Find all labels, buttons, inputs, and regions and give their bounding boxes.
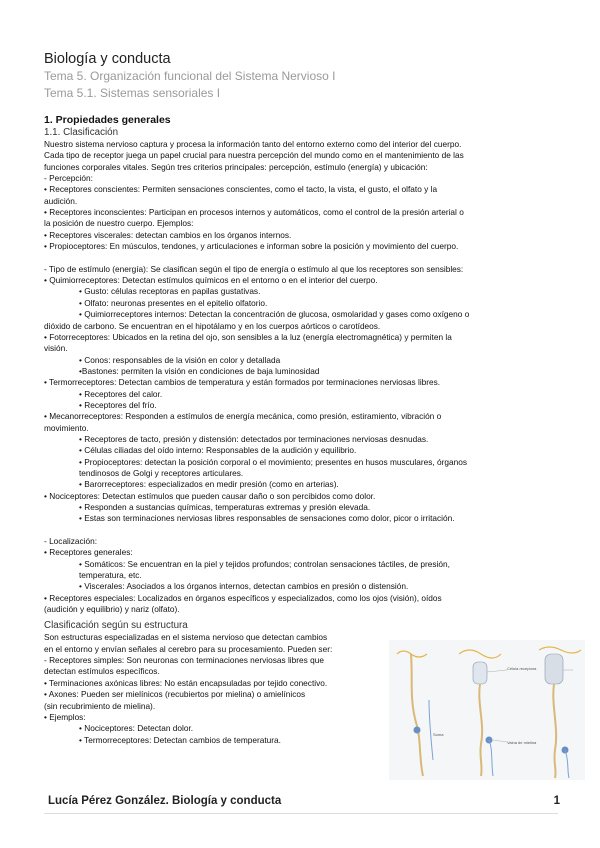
text-line: • Axones: Pueden ser mielínicos (recubiertos por mielina) o amielínicos bbox=[44, 689, 306, 700]
text-line: • Quimiorreceptores: Detectan estímulos químicos en el entorno o en el interior del cuerpo. bbox=[44, 275, 378, 286]
text-line: - Tipo de estímulo (energía): Se clasifican según el tipo de energía o estímulo al que los receptores son sensibles: bbox=[44, 263, 464, 274]
footer-divider bbox=[44, 813, 558, 814]
text-line: - Receptores simples: Son neuronas con terminaciones nerviosas libres que bbox=[44, 655, 324, 666]
sub-item: • Nociceptores: Detectan dolor. bbox=[79, 723, 194, 734]
intro-line: Nuestro sistema nervioso captura y procesa la información tanto del entorno externo como del interior del cuerpo. bbox=[44, 139, 462, 149]
page-number: 1 bbox=[553, 795, 560, 807]
spacer bbox=[44, 252, 556, 263]
subtopic-title: Tema 5.1. Sistemas sensoriales I bbox=[44, 86, 221, 100]
footer-author: Lucía Pérez González. Biología y conducta bbox=[48, 795, 282, 807]
sub-item: • Somáticos: Se encuentran en la piel y tejidos profundos; controlan sensaciones táctiles, de presión, bbox=[79, 558, 450, 569]
sub-item: • Receptores del frío. bbox=[79, 399, 157, 410]
spacer bbox=[44, 525, 556, 536]
subsection-heading: 1.1. Clasificación bbox=[44, 127, 119, 138]
document-header bbox=[44, 50, 564, 102]
text-line: la posición de nuestro cuerpo. Ejemplos: bbox=[44, 218, 194, 229]
text-line: audición. bbox=[44, 195, 78, 206]
sub-item: temperatura, etc. bbox=[79, 570, 142, 581]
topic-title: Tema 5. Organización funcional del Sistema Nervioso I bbox=[44, 69, 336, 83]
text-line: visión. bbox=[44, 343, 68, 354]
sub-item: • Barorreceptores: especializados en medir presión (como en arterias). bbox=[79, 479, 339, 490]
sub-item: • Receptores de tacto, presión y distensión: detectados por terminaciones nerviosas desnudas. bbox=[79, 433, 429, 444]
structure-block bbox=[44, 632, 392, 745]
sub-item: •Bastones: permiten la visión en condiciones de baja luminosidad bbox=[79, 365, 320, 376]
text-line: • Mecanorreceptores: Responden a estímulos de energía mecánica, como presión, estiramiento, vibración o bbox=[44, 411, 442, 422]
text-line: • Receptores viscerales: detectan cambios en los órganos internos. bbox=[44, 229, 292, 240]
intro-line: Cada tipo de receptor juega un papel crucial para nuestra percepción del mundo como en el mantenimiento de las bbox=[44, 150, 464, 161]
sub-item: • Conos: responsables de la visión en color y detallada bbox=[79, 354, 281, 365]
page-footer bbox=[48, 795, 560, 807]
sub-item: tendinosos de Golgi y receptores articulares. bbox=[79, 467, 244, 478]
receptor-diagram bbox=[389, 640, 585, 780]
sub-item: • Propioceptores: detectan la posición corporal o el movimiento; presentes en husos musculares, órganos bbox=[79, 456, 467, 467]
sub-item: • Olfato: neuronas presentes en el epitelio olfatorio. bbox=[79, 297, 268, 308]
sub-item: • Gusto: células receptoras en papilas gustativas. bbox=[79, 286, 261, 297]
text-line: • Ejemplos: bbox=[44, 711, 86, 722]
figure-label: Vaina de mielina bbox=[507, 740, 537, 745]
sub-item: • Receptores del calor. bbox=[79, 388, 163, 399]
text-line: • Nociceptores: Detectan estímulos que pueden causar daño o son percibidos como dolor. bbox=[44, 490, 376, 501]
sub-item: • Estas son terminaciones nerviosas libres responsables de sensaciones como dolor, picor o irritación. bbox=[79, 513, 455, 524]
text-line: - Percepción: bbox=[44, 173, 93, 184]
sub-item: • Quimiorreceptores internos: Detectan la concentración de glucosa, osmolaridad y gases como oxígeno o bbox=[79, 309, 470, 320]
sub-item: • Termorreceptores: Detectan cambios de temperatura. bbox=[79, 734, 281, 745]
intro-line: funciones corporales vitales. Según tres criterios principales: percepción, estímulo (energía) y ubicación: bbox=[44, 161, 428, 172]
text-line: • Propioceptores: En músculos, tendones, y articulaciones e informan sobre la posición y movimiento del cuerpo. bbox=[44, 241, 459, 252]
document-title: Biología y conducta bbox=[44, 51, 171, 67]
figure-label: Célula receptora bbox=[507, 666, 537, 671]
text-line: • Receptores inconscientes: Participan en procesos internos y automáticos, como el control de la presión arterial o bbox=[44, 207, 464, 218]
text-line: • Termorreceptores: Detectan cambios de temperatura y están formados por terminaciones nerviosas libres. bbox=[44, 377, 441, 388]
text-line: (sin recubrimiento de mielina). bbox=[44, 700, 156, 711]
text-line: (audición y equilibrio) y nariz (olfato). bbox=[44, 604, 180, 615]
text-line: • Fotorreceptores: Ubicados en la retina del ojo, son sensibles a la luz (energía electromagnética) y permiten la bbox=[44, 331, 452, 342]
text-line: detectan estímulos específicos. bbox=[44, 666, 160, 677]
text-line: • Terminaciones axónicas libres: No están encapsuladas por tejido conectivo. bbox=[44, 677, 328, 688]
sub-item: • Células ciliadas del oído interno: Responsables de la audición y equilibrio. bbox=[79, 445, 357, 456]
sub-item: • Responden a sustancias químicas, temperaturas extremas y presión elevada. bbox=[79, 502, 371, 512]
section-heading: 1. Propiedades generales bbox=[44, 114, 171, 126]
text-line: • Receptores conscientes: Permiten sensaciones conscientes, como el tacto, la vista, el gusto, el olfato y la bbox=[44, 184, 438, 195]
figure-label: Soma bbox=[433, 732, 444, 737]
text-line: - Localización: bbox=[44, 536, 98, 547]
sub-item: • Viscerales: Asociados a los órganos internos, detectan cambios en presión o distensión. bbox=[79, 581, 409, 592]
text-line: movimiento. bbox=[44, 422, 89, 433]
structure-heading: Clasificación según su estructura bbox=[44, 620, 188, 632]
text-line: • Receptores especiales: Localizados en órganos específicos y especializados, como los ojos (visión), oídos bbox=[44, 592, 442, 603]
text-line: • Receptores generales: bbox=[44, 547, 133, 558]
text-line: en el entorno y envían señales al cerebro para su procesamiento. Pueden ser: bbox=[44, 643, 333, 654]
receptor-figure bbox=[389, 640, 585, 780]
text-line: Son estructuras especializadas en el sistema nervioso que detectan cambios bbox=[44, 632, 328, 643]
text-line: dióxido de carbono. Se encuentran en el hipotálamo y en los cuerpos aórticos o carotídeos. bbox=[44, 320, 381, 331]
